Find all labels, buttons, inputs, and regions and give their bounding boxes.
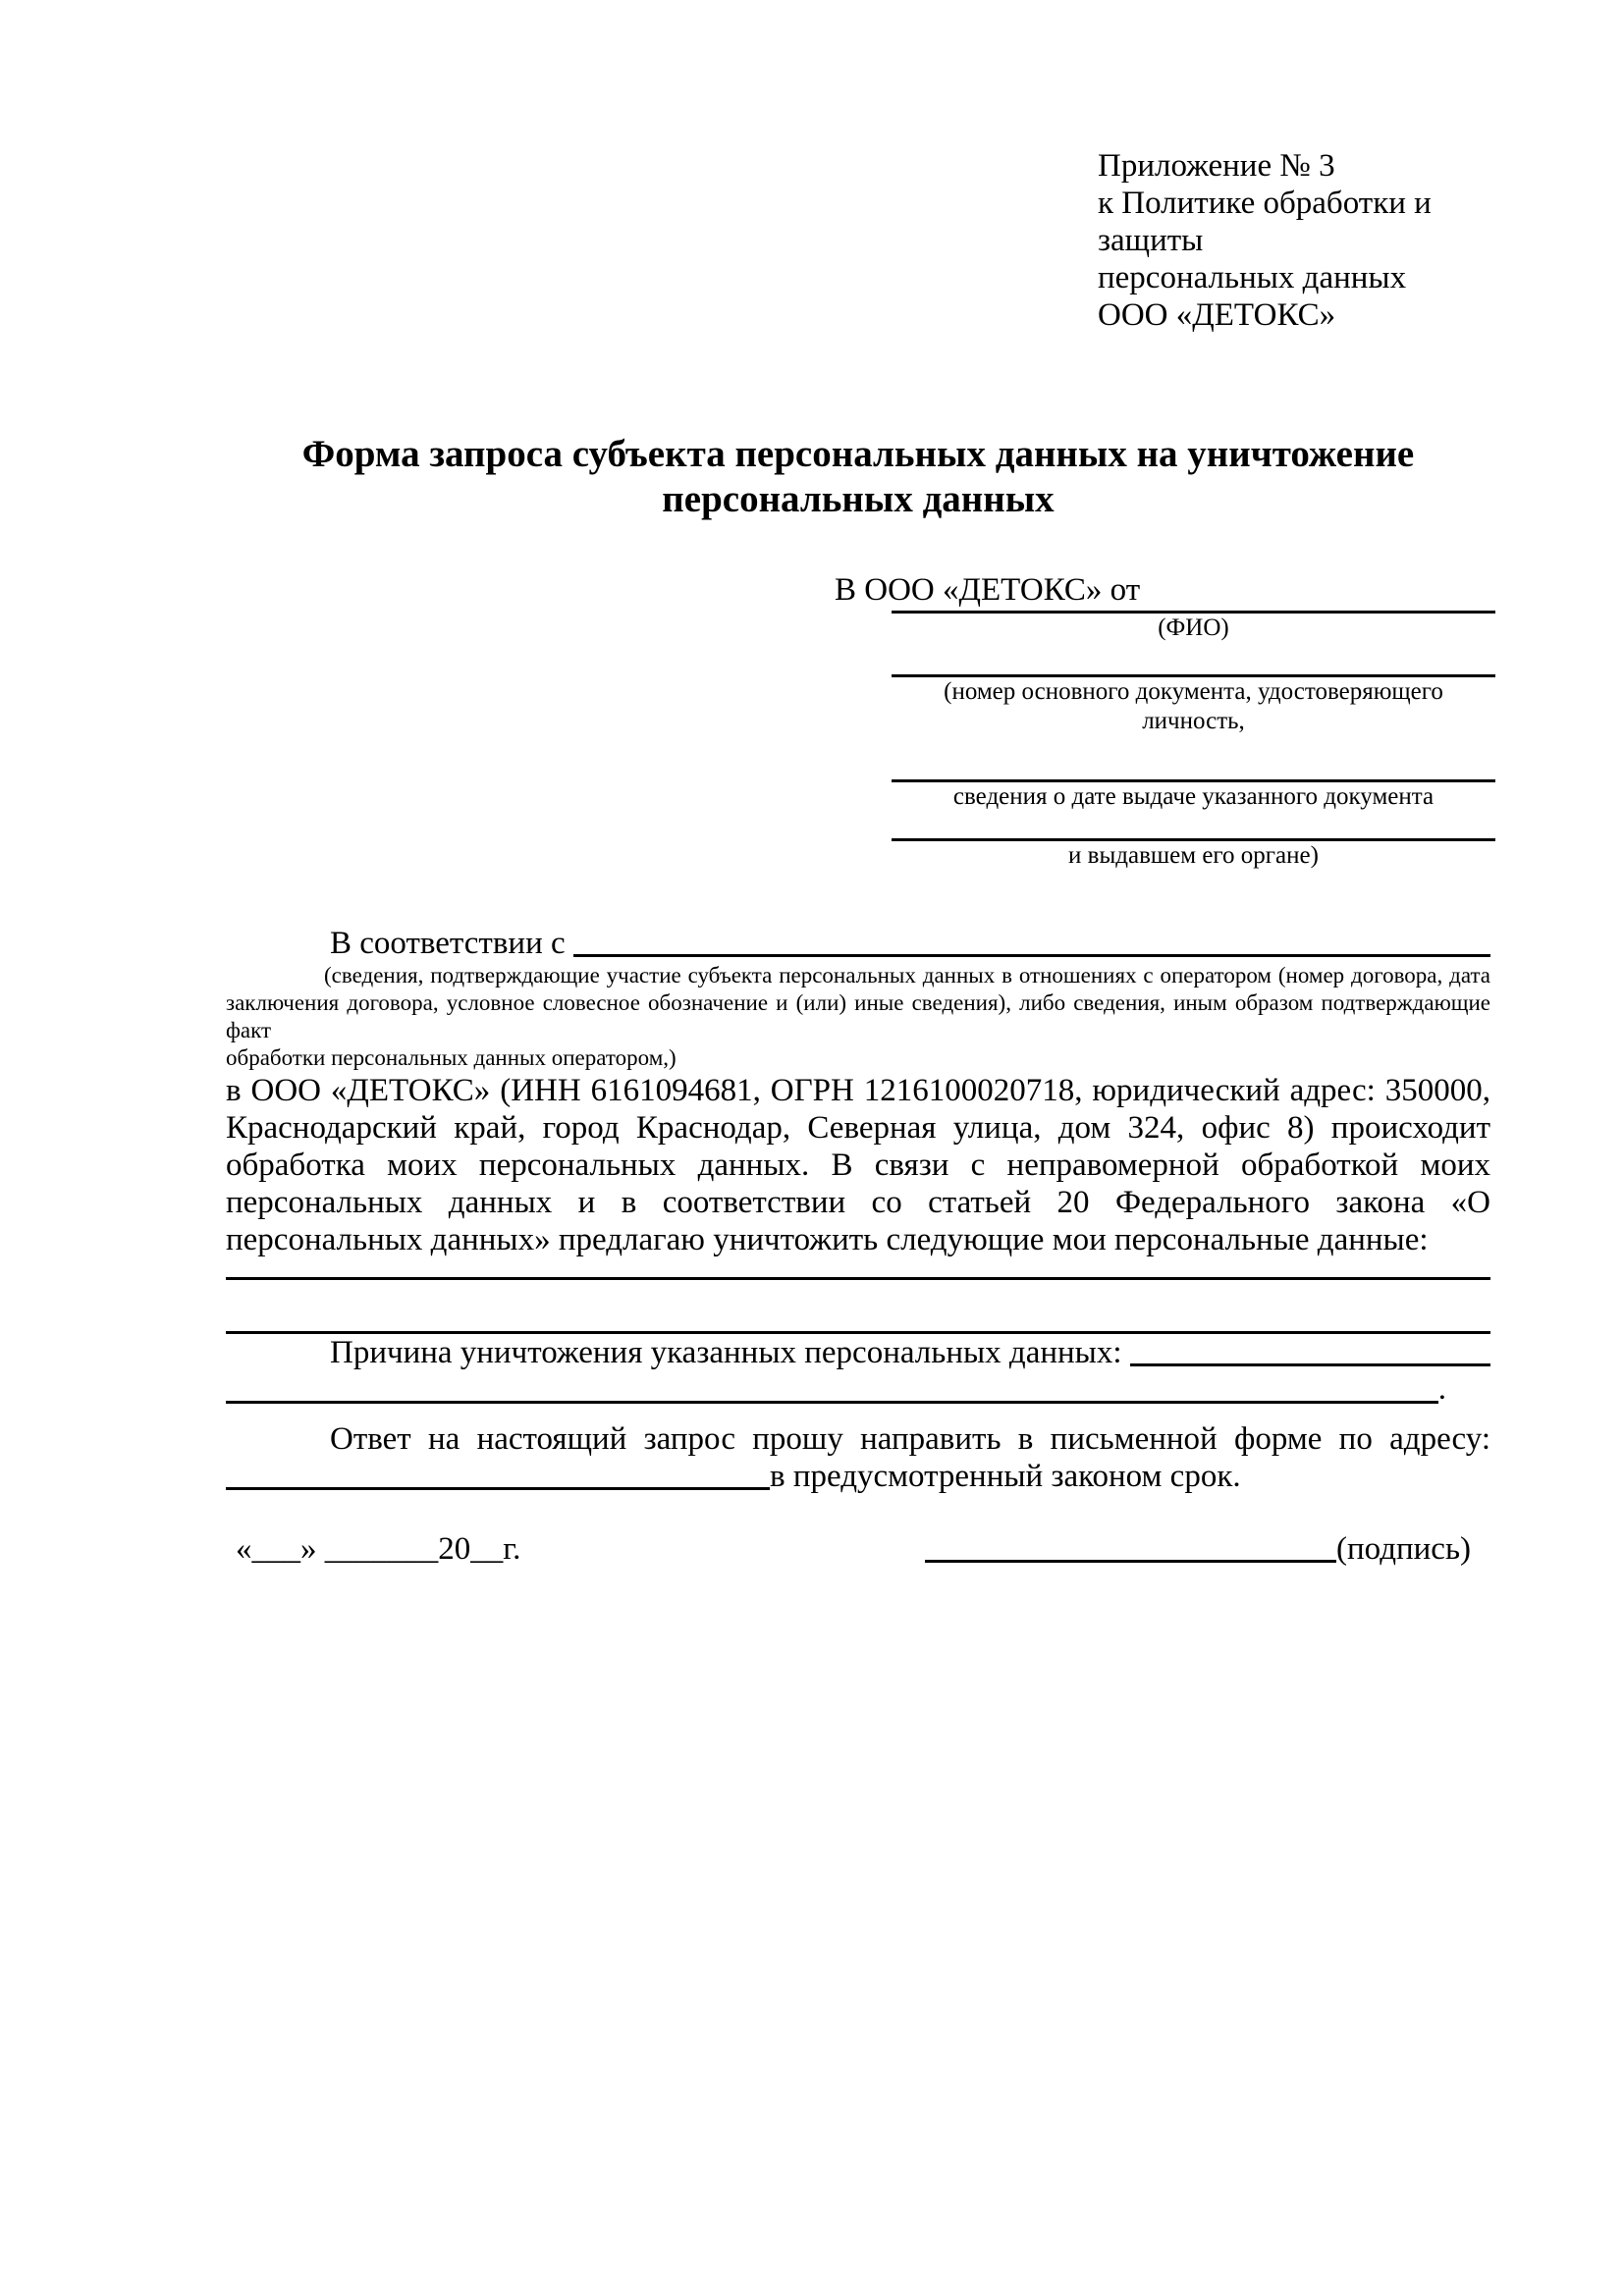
document-content — [226, 0, 1490, 1568]
body-line: персональных данных и в соответствии со статьей 20 Федерального закона «О — [226, 1185, 1490, 1220]
response-address-row — [226, 1458, 1490, 1495]
fine-print-line: заключения договора, условное словесное обозначение и (или) иные сведения), либо сведения, иным образом подтверждающие факт — [226, 990, 1490, 1042]
page-title — [226, 432, 1490, 522]
reason-continuation-blank-line — [226, 1371, 1438, 1404]
signature-caption: (подпись) — [1336, 1531, 1471, 1567]
appendix-line: к Политике обработки и защиты — [1098, 186, 1432, 258]
personal-data-blank-line — [226, 1258, 1490, 1280]
appendix-line: ООО «ДЕТОКС» — [1098, 297, 1336, 333]
appendix-line: персональных данных — [1098, 260, 1407, 295]
response-request-line: Ответ на настоящий запрос прошу направить в письменной форме по адресу: — [330, 1421, 1490, 1457]
appendix-line: Приложение № 3 — [1098, 148, 1335, 184]
reason-continuation-row — [226, 1371, 1490, 1407]
accordance-blank-line — [573, 925, 1490, 957]
body-paragraph — [226, 1072, 1490, 1258]
page-title-line: персональных данных — [662, 478, 1055, 520]
body-line: в ООО «ДЕТОКС» (ИНН 6161094681, ОГРН 1216100020718, юридический адрес: 350000, — [226, 1073, 1490, 1108]
reason-row — [226, 1334, 1490, 1371]
accordance-row — [226, 925, 1490, 962]
response-deadline-text: в предусмотренный законом срок. — [770, 1459, 1241, 1494]
date-blank-text: «___» _______20__г. — [236, 1531, 521, 1567]
fio-caption: (ФИО) — [1158, 614, 1229, 641]
personal-data-blank-line — [226, 1280, 1490, 1334]
appendix-block — [1098, 147, 1490, 334]
fine-print-line: обработки персональных данных оператором,) — [226, 1045, 677, 1070]
addressee-line: В ООО «ДЕТОКС» от — [835, 572, 1141, 608]
reason-blank-line — [1130, 1334, 1490, 1366]
body-line: Краснодарский край, город Краснодар, Северная улица, дом 324, офис 8) происходит — [226, 1110, 1490, 1146]
reason-label: Причина уничтожения указанных персональных данных: — [330, 1335, 1122, 1370]
body-line: обработка моих персональных данных. В связи с неправомерной обработкой моих — [226, 1148, 1490, 1183]
page-title-line: Форма запроса субъекта персональных данных на уничтожение — [301, 433, 1415, 475]
document-number-caption: (номер основного документа, удостоверяющего личность, — [944, 678, 1443, 734]
signature-blank-line — [925, 1530, 1336, 1563]
fine-print-line: (сведения, подтверждающие участие субъекта персональных данных в отношениях с оператором (номер договора, дата — [324, 963, 1490, 988]
body-line: персональных данных» предлагаю уничтожить следующие мои персональные данные: — [226, 1222, 1429, 1257]
fine-print — [226, 962, 1490, 1072]
fill-in-fields — [892, 611, 1495, 871]
accordance-label: В соответствии с — [330, 926, 566, 961]
signature-group — [925, 1530, 1471, 1568]
address-blank-line — [226, 1458, 770, 1490]
date-signature-row — [226, 1530, 1490, 1568]
issuing-authority-caption: и выдавшем его органе) — [1068, 842, 1319, 869]
trailing-period: . — [1437, 1371, 1446, 1407]
issue-date-caption: сведения о дате выдаче указанного документа — [952, 783, 1435, 810]
